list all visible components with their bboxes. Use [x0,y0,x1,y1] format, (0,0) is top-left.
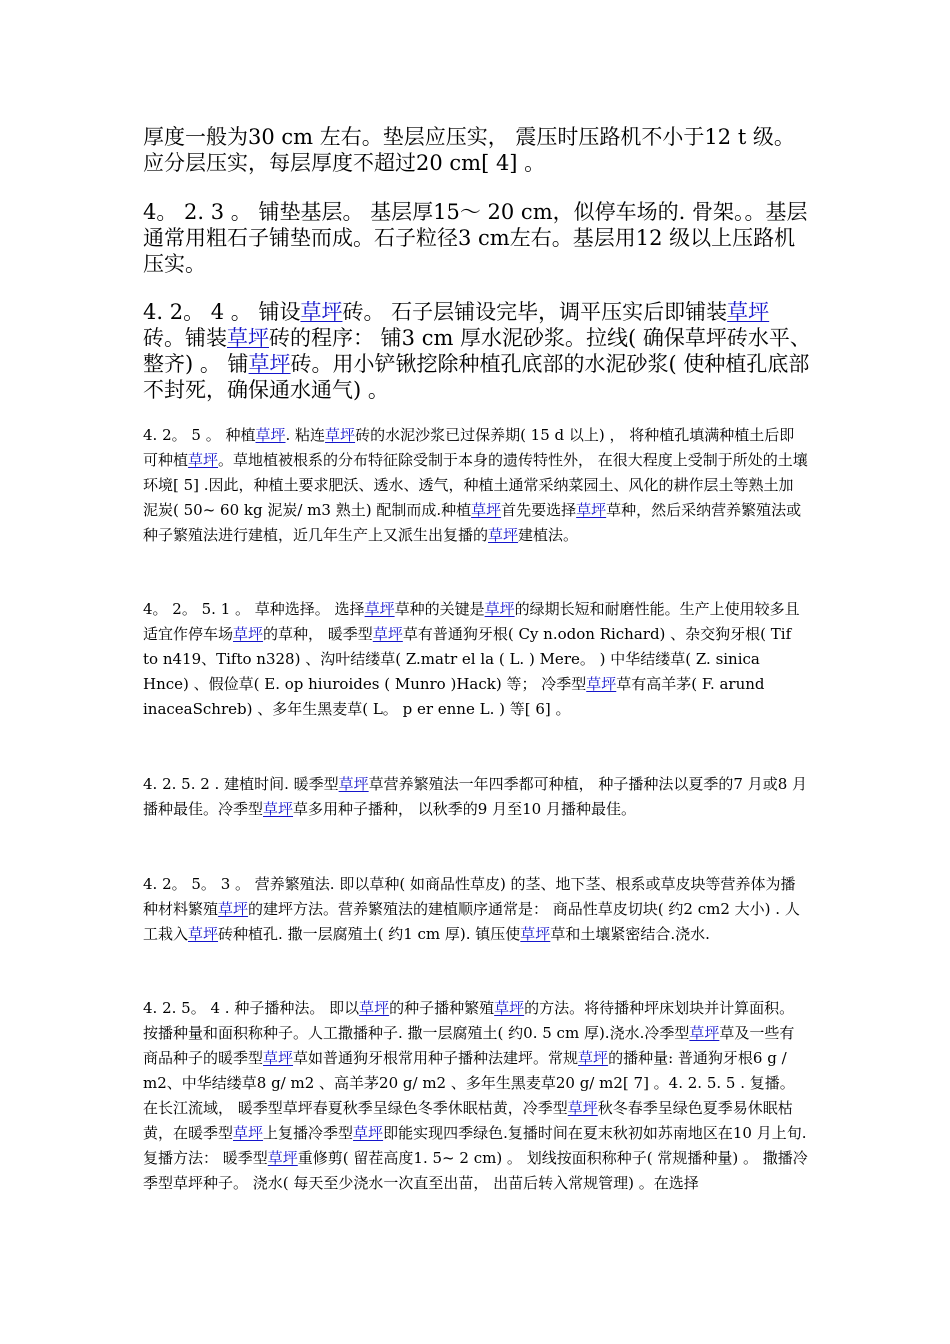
text-segment: 重修剪( 留茬高度1. 5~ 2 cm) 。 划线按面积称种子( 常规播种量) 。 撒播冷季型草坪种子。 浇水( 每天至少浇水一次直至出苗， 出苗后转入常规管理) 。在选择 [143,1149,808,1192]
lawn-link[interactable]: 草坪 [494,999,525,1017]
lawn-link[interactable]: 草坪 [586,675,617,693]
text-segment: 4. 2。 4 。 铺设 [143,300,301,324]
text-segment: . 粘连 [285,426,326,444]
lawn-link[interactable]: 草坪 [248,352,291,376]
text-segment: 草种的关键是 [394,600,485,618]
text-segment: 砖。用小铲锹挖除种植孔底部的水泥砂浆( 使种植孔底部不封死，确保通水通气) 。 [143,352,810,402]
lawn-link[interactable]: 草坪 [567,1099,598,1117]
lawn-link[interactable]: 草坪 [227,326,269,350]
lawn-link[interactable]: 草坪 [263,800,294,818]
text-segment: 4. 2。 5 。 种植 [143,426,256,444]
lawn-link[interactable]: 草坪 [372,625,403,643]
lawn-link[interactable]: 草坪 [578,1049,609,1067]
text-segment: 的种子播种繁殖 [389,999,495,1017]
paragraph-base-layer [143,199,811,277]
text-segment: 草多用种子播种， 以秋季的9 月至10 月播种最佳。 [293,800,636,818]
lawn-link[interactable]: 草坪 [689,1024,720,1042]
lawn-link[interactable]: 草坪 [218,900,249,918]
text-segment: 的方法。将待播种坪床划块并计算面积。 按播种量和面积称种子。人工撒播种子. 撒一层腐殖土( 约0. 5 cm 厚).浇水.冷季型 [143,999,795,1042]
text-segment: 砖的水泥沙浆已过保养期( 15 d 以上) ， 将种植孔填满种植土后即可种植 [143,426,795,469]
lawn-link[interactable]: 草坪 [300,300,343,324]
text-segment: 草及一些有商品种子的暖季型 [143,1024,795,1067]
text-segment: 厚度一般为30 cm 左右。垫层应压实， 震压时压路机不小于12 t 级。应分层压实，每层厚度不超过20 cm[ 4] 。 [143,125,795,175]
text-segment: 草如普通狗牙根常用种子播种法建坪。常规 [293,1049,579,1067]
lawn-link[interactable]: 草坪 [267,1149,298,1167]
paragraph-lay-lawn-bricks [143,299,811,403]
text-segment: 。草地植被根系的分布特征除受制于本身的遗传特性外， 在很大程度上受制于所处的土壤环境[ 5] .因此，种植土要求肥沃、透水、透气，种植土通常采纳菜园土、风化的耕作层土等熟土加泥炭( 50~ 60 kg 泥炭/ m3 熟土) 配制而成.种植 [143,451,808,519]
text-segment: 即能实现四季绿色.复播时间在夏末秋初如苏南地区在10 月上旬.复播方法： 暖季型 [143,1124,807,1167]
text-segment: 4. 2。 5。 3 。 营养繁殖法. 即以草种( 如商品性草皮) 的茎、地下茎、根系或草皮块等营养体为播种材料繁殖 [143,875,796,918]
text-segment: 上复播冷季型 [263,1124,354,1142]
text-segment: 的绿期长短和耐磨性能。生产上使用较多且适宜作停车场 [143,600,800,643]
text-segment: 砖种植孔. 撒一层腐殖土( 约1 cm 厚). 镇压使 [218,925,521,943]
lawn-link[interactable]: 草坪 [576,501,607,519]
paragraph-plant-lawn [143,423,808,548]
text-segment: 草和土壤紧密结合.浇水. [550,925,710,943]
lawn-link[interactable]: 草坪 [359,999,390,1017]
lawn-link[interactable]: 草坪 [520,925,551,943]
text-segment: 首先要选择 [501,501,577,519]
text-segment: 的草种， 暖季型 [263,625,373,643]
text-segment: 草有普通狗牙根( Cy n.odon Richard) 、杂交狗牙根( Tif to n419、Tifto n328) 、沟叶结缕草( Z.matr el la ( L. ) Mere。 ) 中华结缕草( Z. sinica Hnce) 、假俭草( E. op hiuroides ( Munro )Hack) 等； 冷季型 [143,625,792,693]
lawn-link[interactable]: 草坪 [233,625,264,643]
lawn-link[interactable]: 草坪 [325,426,356,444]
lawn-link[interactable]: 草坪 [263,1049,294,1067]
text-segment: 砖的程序： 铺3 cm 厚水泥砂浆。拉线( 确保草坪砖水平、整齐) 。 铺 [143,326,811,376]
lawn-link[interactable]: 草坪 [364,600,395,618]
text-segment: 砖。 石子层铺设完毕，调平压实后即铺装 [342,300,728,324]
lawn-link[interactable]: 草坪 [255,426,286,444]
lawn-link[interactable]: 草坪 [488,526,519,544]
lawn-link[interactable]: 草坪 [353,1124,384,1142]
text-segment: 草有高羊茅( F. arund inaceaSchreb) 、多年生黑麦草( L。 p er enne L. ) 等[ 6] 。 [143,675,765,718]
paragraph-vegetative-propagation [143,872,808,947]
text-segment: 的建坪方法。营养繁殖法的建植顺序通常是： 商品性草皮切块( 约2 cm2 大小) . 人工栽入 [143,900,800,943]
lawn-link[interactable]: 草坪 [484,600,515,618]
lawn-link[interactable]: 草坪 [188,451,219,469]
text-segment: 草营养繁殖法一年四季都可种植， 种子播种法以夏季的7 月或8 月播种最佳。冷季型 [143,775,808,818]
lawn-link[interactable]: 草坪 [727,300,770,324]
text-segment: 4。 2. 3 。 铺垫基层。 基层厚15～ 20 cm，似停车场的. 骨架。。基层通常用粗石子铺垫而成。石子粒径3 cm左右。基层用12 级以上压路机压实。 [143,200,808,276]
paragraph-layer-compaction [143,124,811,176]
text-segment: 的播种量: 普通狗牙根6 g / m2、中华结缕草8 g/ m2 、高羊茅20 g/ m2 、多年生黑麦草20 g/ m2[ 7] 。4. 2. 5. 5 . 复播。 在长江流域， 暖季型草坪春夏秋季呈绿色冬季休眠枯黄，冷季型 [143,1049,795,1117]
text-segment: 4. 2. 5。 4 . 种子播种法。 即以 [143,999,360,1017]
text-segment: 秋冬春季呈绿色夏季易休眠枯黄，在暖季型 [143,1099,793,1142]
paragraph-planting-time [143,772,808,822]
lawn-link[interactable]: 草坪 [471,501,502,519]
paragraph-seed-sowing [143,996,808,1196]
lawn-link[interactable]: 草坪 [338,775,369,793]
text-segment: 4。 2。 5. 1 。 草种选择。 选择 [143,600,365,618]
lawn-link[interactable]: 草坪 [188,925,219,943]
text-segment: 草种，然后采纳营养繁殖法或种子繁殖法进行建植，近几年生产上又派生出复播的 [143,501,802,544]
lawn-link[interactable]: 草坪 [233,1124,264,1142]
text-segment: 建植法。 [518,526,579,544]
text-segment: 4. 2. 5. 2 . 建植时间. 暖季型 [143,775,339,793]
text-segment: 砖。铺装 [143,326,227,350]
paragraph-grass-selection [143,597,808,722]
